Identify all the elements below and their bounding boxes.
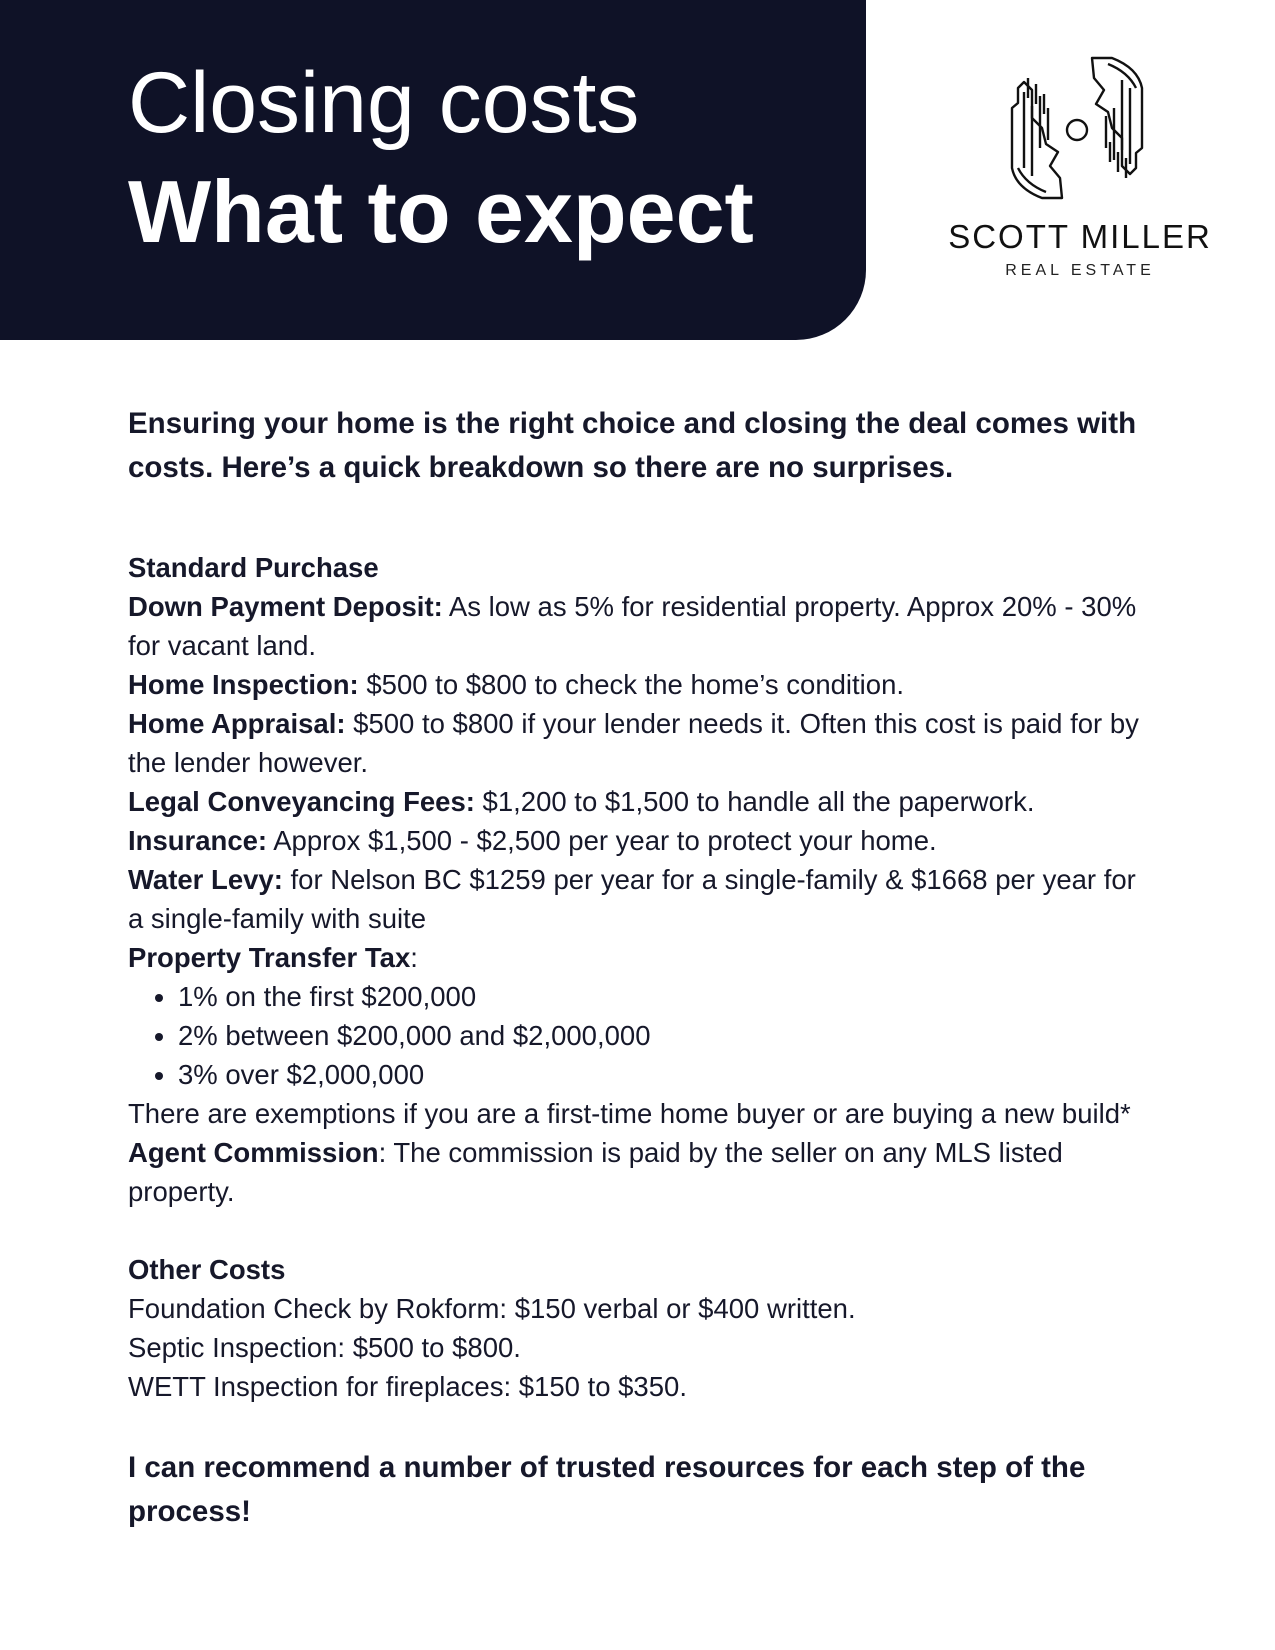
cost-item-text: Approx $1,500 - $2,500 per year to protect your home.	[267, 825, 937, 856]
other-cost-item: Septic Inspection: $500 to $800.	[128, 1332, 521, 1363]
cost-item-insurance	[128, 821, 1158, 860]
cost-item-legal-fees	[128, 782, 1158, 821]
brand-logo	[930, 40, 1230, 290]
transfer-tax-colon: :	[410, 942, 418, 973]
cost-item-water-levy	[128, 860, 1158, 938]
page-title-line1: Closing costs	[128, 55, 640, 151]
cost-item-label: Legal Conveyancing Fees:	[128, 786, 475, 817]
cost-item-label: Water Levy:	[128, 864, 283, 895]
cost-item-home-appraisal	[128, 704, 1158, 782]
cost-item-agent-commission	[128, 1133, 1158, 1211]
cost-item-text: $1,200 to $1,500 to handle all the paperwork.	[474, 786, 1035, 817]
cost-item-text: $500 to $800 if your lender needs it. Often this cost is paid for by the lender however.	[128, 708, 1139, 778]
transfer-tax-label: Property Transfer Tax	[128, 942, 411, 973]
header-banner	[0, 0, 866, 340]
list-item: • 2% between $200,000 and $2,000,000	[178, 1016, 1158, 1055]
cost-item-label: Down Payment Deposit:	[128, 591, 443, 622]
intro-paragraph: Ensuring your home is the right choice and closing the deal comes with costs. Here’s a quick breakdown so there are no surprises.	[128, 407, 1137, 484]
hands-building-logo-icon	[1002, 48, 1152, 208]
transfer-tax-list	[128, 977, 1158, 1094]
cost-item-text: for Nelson BC $1259 per year for a single-family & $1668 per year for a single-family with suite	[128, 864, 1136, 934]
document-body	[128, 402, 1158, 1564]
list-item: • 3% over $2,000,000	[178, 1055, 1158, 1094]
other-cost-item: Foundation Check by Rokform: $150 verbal or $400 written.	[128, 1293, 856, 1324]
standard-purchase-heading: Standard Purchase	[128, 552, 379, 583]
cost-item-label: Home Appraisal:	[128, 708, 346, 739]
cost-item-down-payment	[128, 587, 1158, 665]
closing-statement: I can recommend a number of trusted resources for each step of the process!	[128, 1451, 1086, 1528]
cost-item-label: Home Inspection:	[128, 669, 359, 700]
other-costs-heading: Other Costs	[128, 1254, 286, 1285]
logo-tagline: REAL ESTATE	[1005, 262, 1155, 279]
page-title-line2: What to expect	[128, 162, 754, 261]
transfer-tax-heading	[128, 938, 1158, 977]
cost-item-text: : The commission is paid by the seller on any MLS listed property.	[128, 1137, 1063, 1207]
cost-item-home-inspection	[128, 665, 1158, 704]
logo-wordmark: SCOTT MILLER	[948, 218, 1212, 255]
standard-purchase-section	[128, 548, 1158, 1211]
other-costs-section	[128, 1250, 1158, 1406]
list-item: • 1% on the first $200,000	[178, 977, 1158, 1016]
exemptions-note: There are exemptions if you are a first-time home buyer or are buying a new build*	[128, 1098, 1131, 1129]
other-cost-item: WETT Inspection for fireplaces: $150 to $350.	[128, 1371, 687, 1402]
cost-item-text: $500 to $800 to check the home’s condition.	[358, 669, 905, 700]
cost-item-label: Agent Commission	[128, 1137, 379, 1168]
cost-item-label: Insurance:	[128, 825, 268, 856]
cost-item-text: As low as 5% for residential property. Approx 20% - 30% for vacant land.	[128, 591, 1137, 661]
